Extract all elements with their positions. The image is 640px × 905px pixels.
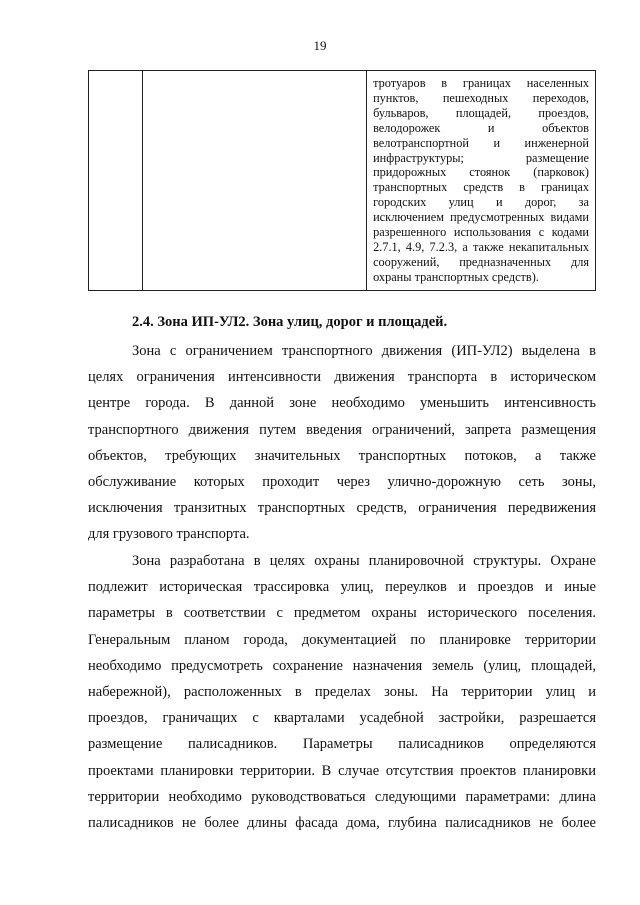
cell-line: велотранспортной и инженерной: [373, 135, 589, 150]
text-line: размещение палисадников. Параметры палисадников определяются: [88, 736, 596, 753]
text-line: палисадников не более длины фасада дома, глубина палисадников не более: [88, 814, 596, 831]
text-line: территории необходимо руководствоваться следующими параметрами: длина: [88, 788, 596, 805]
cell-line: придорожных стоянок (парковок): [373, 165, 589, 180]
text-line: целях ограничения интенсивности движения транспорта в историческом: [88, 369, 596, 386]
text-line: набережной), расположенных в пределах зоны. На территории улиц и: [88, 683, 596, 700]
cell-line: бульваров, площадей, проездов,: [373, 105, 589, 120]
table-row: [89, 71, 596, 291]
text-line: необходимо предусмотреть сохранение назначения земель (улиц, площадей,: [88, 657, 596, 674]
text-line: Зона с ограничением транспортного движения (ИП-УЛ2) выделена в: [132, 343, 596, 359]
cell-line: городских улиц и дорог, за: [373, 195, 589, 210]
page-number: 19: [313, 38, 327, 53]
cell-line: разрешенного использования с кодами: [373, 225, 589, 240]
cell-line: исключением предусмотренных видами: [373, 210, 589, 225]
cell-line: инфраструктуры; размещение: [373, 150, 589, 165]
text-line: Генеральным планом города, документацией по планировке территории: [88, 631, 596, 648]
cell-line: сооружений, предназначенных для: [373, 254, 589, 269]
cell-line: велодорожек и объектов: [373, 120, 589, 135]
text-line: проектами планировки территории. В случае отсутствия проектов планировки: [88, 762, 596, 779]
table-cell-description: [367, 71, 596, 291]
cell-line: транспортных средств в границах: [373, 180, 589, 195]
text-line: центре города. В данной зоне необходимо уменьшить интенсивность: [88, 395, 596, 412]
text-line: для грузового транспорта.: [88, 526, 250, 543]
text-line: Зона разработана в целях охраны планировочной структуры. Охране: [132, 553, 596, 569]
text-line: исключения транзитных транспортных средств, ограничения передвижения: [88, 500, 596, 517]
paragraph-1: [88, 338, 596, 548]
text-line: транспортного движения путем введения ограничений, запрета размещения: [88, 421, 596, 438]
section-heading: 2.4. Зона ИП-УЛ2. Зона улиц, дорог и площадей.: [132, 314, 448, 330]
cell-line: 2.7.1, 4.9, 7.2.3, а также некапитальных: [373, 239, 589, 254]
continued-table: [88, 70, 596, 291]
cell-text: [367, 71, 595, 285]
cell-line: охраны транспортных средств).: [373, 269, 539, 284]
text-line: обслуживание которых проходит через улично-дорожную сеть зоны,: [88, 473, 596, 490]
cell-line: тротуаров в границах населенных: [373, 76, 589, 90]
table-cell-name: [143, 71, 367, 291]
cell-line: пунктов, пешеходных переходов,: [373, 90, 589, 105]
paragraph-2: [88, 548, 596, 836]
text-line: параметры в соответствии с предметом охраны исторического поселения.: [88, 605, 596, 622]
text-line: проездов, граничащих с кварталами усадебной застройки, разрешается: [88, 710, 596, 727]
text-line: подлежит историческая трассировка улиц, переулков и проездов и иные: [88, 579, 596, 596]
table-cell-number: [89, 71, 143, 291]
text-line: объектов, требующих значительных транспортных потоков, а также: [88, 447, 596, 464]
